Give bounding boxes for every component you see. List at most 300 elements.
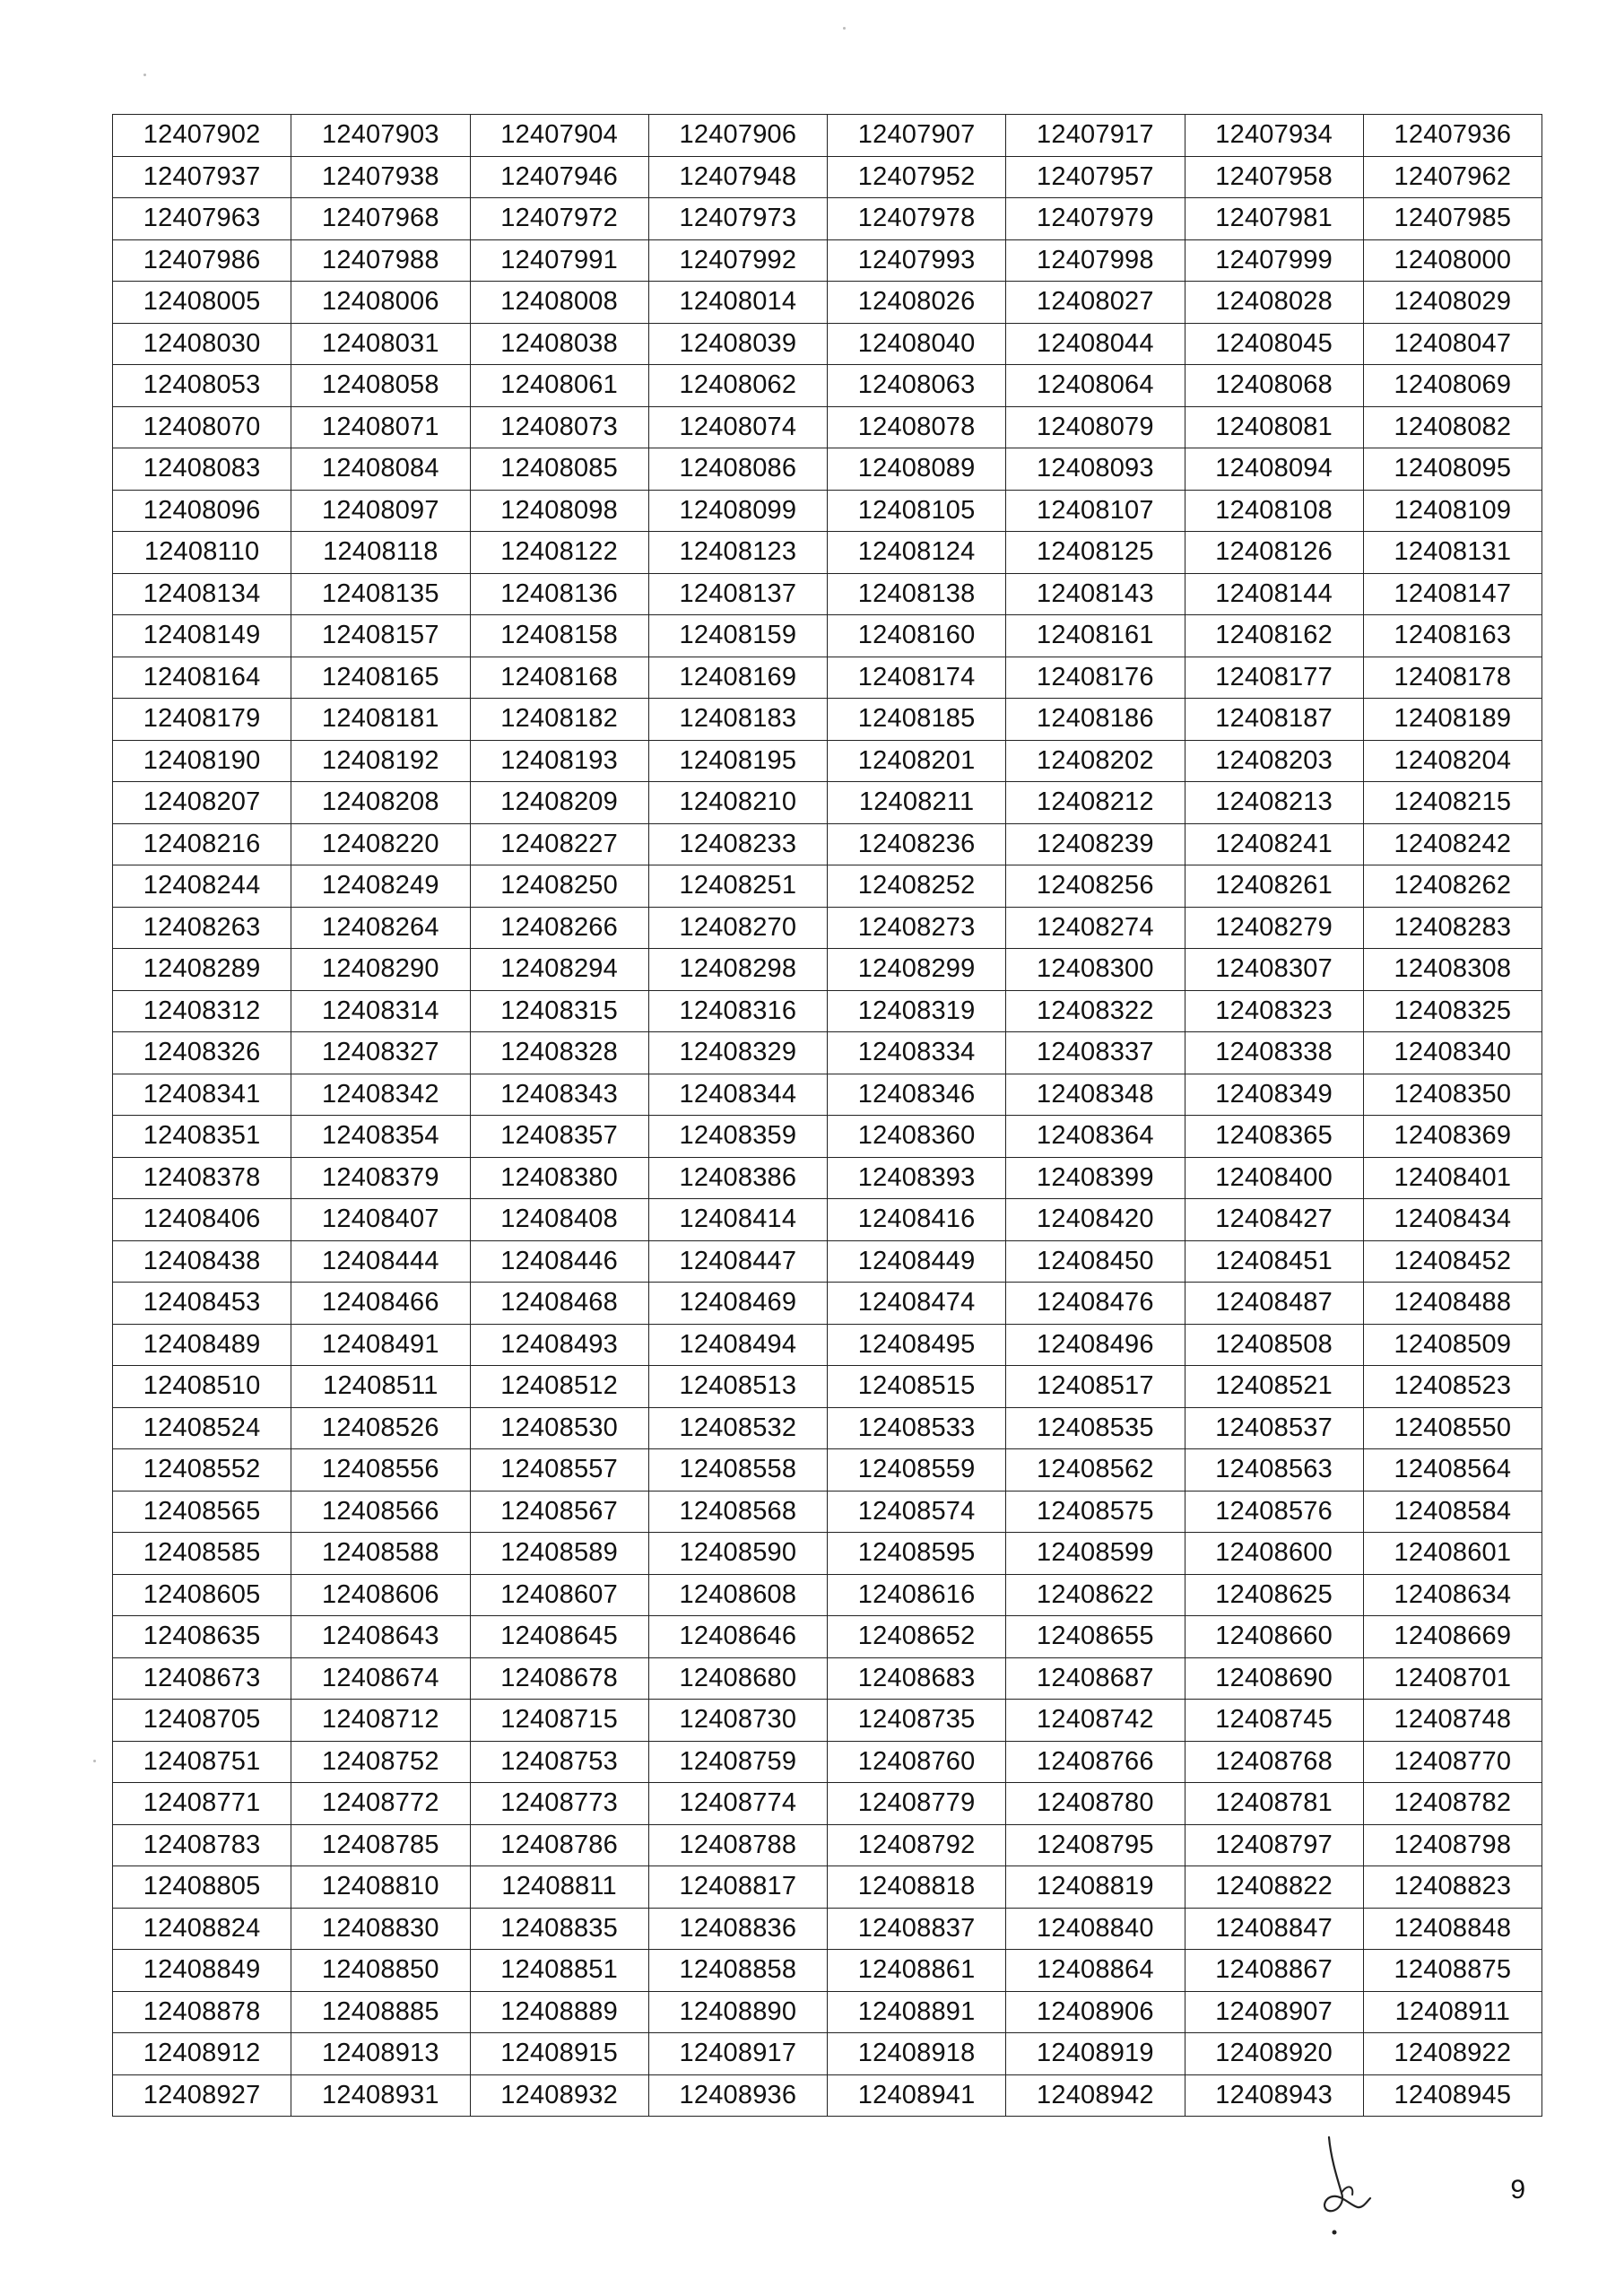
roll-number-cell: 12408861 xyxy=(828,1950,1006,1992)
table-row xyxy=(113,1074,1542,1116)
roll-number-cell: 12408867 xyxy=(1185,1950,1363,1992)
roll-number-cell: 12408590 xyxy=(648,1533,827,1575)
table-row xyxy=(113,1116,1542,1158)
roll-number-cell: 12408907 xyxy=(1185,1991,1363,2033)
roll-number-cell: 12408095 xyxy=(1363,448,1541,491)
roll-number-cell: 12408771 xyxy=(113,1783,291,1825)
roll-number-cell: 12408207 xyxy=(113,782,291,824)
roll-number-cell: 12408203 xyxy=(1185,740,1363,782)
table-row xyxy=(113,323,1542,365)
roll-number-cell: 12407999 xyxy=(1185,239,1363,282)
roll-number-cell: 12408493 xyxy=(470,1324,648,1366)
roll-number-cell: 12408081 xyxy=(1185,406,1363,448)
roll-number-cell: 12408346 xyxy=(828,1074,1006,1116)
roll-number-cell: 12408183 xyxy=(648,699,827,741)
roll-number-cell: 12408770 xyxy=(1363,1741,1541,1783)
roll-number-cell: 12408273 xyxy=(828,907,1006,949)
roll-number-cell: 12408308 xyxy=(1363,949,1541,991)
roll-number-cell: 12408256 xyxy=(1006,865,1185,908)
roll-number-cell: 12408585 xyxy=(113,1533,291,1575)
roll-number-cell: 12407917 xyxy=(1006,115,1185,157)
roll-number-cell: 12408040 xyxy=(828,323,1006,365)
roll-number-cell: 12408890 xyxy=(648,1991,827,2033)
roll-number-cell: 12408911 xyxy=(1363,1991,1541,2033)
table-row xyxy=(113,2074,1542,2117)
roll-number-cell: 12408511 xyxy=(291,1366,470,1408)
table-row xyxy=(113,1657,1542,1700)
roll-number-cell: 12408261 xyxy=(1185,865,1363,908)
roll-number-cell: 12408236 xyxy=(828,823,1006,865)
roll-number-cell: 12408000 xyxy=(1363,239,1541,282)
roll-number-cell: 12408523 xyxy=(1363,1366,1541,1408)
roll-number-cell: 12408176 xyxy=(1006,657,1185,699)
roll-number-cell: 12408574 xyxy=(828,1491,1006,1533)
roll-number-cell: 12408848 xyxy=(1363,1908,1541,1950)
roll-number-cell: 12408476 xyxy=(1006,1283,1185,1325)
roll-number-cell: 12408444 xyxy=(291,1240,470,1283)
roll-number-cell: 12408174 xyxy=(828,657,1006,699)
roll-number-cell: 12408889 xyxy=(470,1991,648,2033)
table-row xyxy=(113,949,1542,991)
roll-number-cell: 12408687 xyxy=(1006,1657,1185,1700)
roll-number-cell: 12408393 xyxy=(828,1157,1006,1199)
roll-number-cell: 12408068 xyxy=(1185,365,1363,407)
roll-number-cell: 12408380 xyxy=(470,1157,648,1199)
roll-number-cell: 12408195 xyxy=(648,740,827,782)
table-row xyxy=(113,282,1542,324)
roll-number-cell: 12408792 xyxy=(828,1824,1006,1866)
roll-number-cell: 12408786 xyxy=(470,1824,648,1866)
table-row xyxy=(113,1491,1542,1533)
table-row xyxy=(113,239,1542,282)
roll-number-cell: 12408178 xyxy=(1363,657,1541,699)
roll-number-cell: 12408085 xyxy=(470,448,648,491)
roll-number-cell: 12408752 xyxy=(291,1741,470,1783)
roll-number-cell: 12407998 xyxy=(1006,239,1185,282)
roll-number-cell: 12407907 xyxy=(828,115,1006,157)
table-row xyxy=(113,740,1542,782)
roll-number-cell: 12408252 xyxy=(828,865,1006,908)
roll-number-cell: 12407937 xyxy=(113,156,291,198)
roll-number-cell: 12408364 xyxy=(1006,1116,1185,1158)
scan-speck xyxy=(843,27,846,30)
roll-number-cell: 12408943 xyxy=(1185,2074,1363,2117)
roll-number-cell: 12408450 xyxy=(1006,1240,1185,1283)
roll-number-cell: 12407985 xyxy=(1363,198,1541,240)
roll-number-cell: 12408342 xyxy=(291,1074,470,1116)
roll-number-cell: 12407952 xyxy=(828,156,1006,198)
roll-number-cell: 12407934 xyxy=(1185,115,1363,157)
roll-number-cell: 12408705 xyxy=(113,1700,291,1742)
roll-number-cell: 12408936 xyxy=(648,2074,827,2117)
roll-number-cell: 12408584 xyxy=(1363,1491,1541,1533)
roll-number-cell: 12408526 xyxy=(291,1407,470,1449)
roll-number-cell: 12408078 xyxy=(828,406,1006,448)
roll-number-cell: 12408079 xyxy=(1006,406,1185,448)
roll-number-cell: 12408063 xyxy=(828,365,1006,407)
table-row xyxy=(113,1199,1542,1241)
table-row xyxy=(113,1950,1542,1992)
roll-number-cell: 12408315 xyxy=(470,990,648,1032)
roll-number-cell: 12408408 xyxy=(470,1199,648,1241)
roll-number-cell: 12408850 xyxy=(291,1950,470,1992)
roll-number-cell: 12408837 xyxy=(828,1908,1006,1950)
roll-number-cell: 12408530 xyxy=(470,1407,648,1449)
roll-number-cell: 12408781 xyxy=(1185,1783,1363,1825)
table-row xyxy=(113,782,1542,824)
roll-number-cell: 12408329 xyxy=(648,1032,827,1074)
roll-number-cell: 12407957 xyxy=(1006,156,1185,198)
roll-number-cell: 12408942 xyxy=(1006,2074,1185,2117)
roll-number-cell: 12408830 xyxy=(291,1908,470,1950)
roll-number-cell: 12407902 xyxy=(113,115,291,157)
roll-number-cell: 12408108 xyxy=(1185,490,1363,532)
roll-number-cell: 12408446 xyxy=(470,1240,648,1283)
roll-number-cell: 12408824 xyxy=(113,1908,291,1950)
roll-number-cell: 12408062 xyxy=(648,365,827,407)
roll-number-cell: 12408607 xyxy=(470,1574,648,1616)
roll-number-cell: 12408181 xyxy=(291,699,470,741)
roll-number-cell: 12408160 xyxy=(828,615,1006,657)
roll-number-cell: 12408524 xyxy=(113,1407,291,1449)
roll-number-cell: 12408566 xyxy=(291,1491,470,1533)
roll-number-cell: 12408495 xyxy=(828,1324,1006,1366)
roll-number-cell: 12408891 xyxy=(828,1991,1006,2033)
roll-number-cell: 12408125 xyxy=(1006,532,1185,574)
roll-number-cell: 12408712 xyxy=(291,1700,470,1742)
roll-number-cell: 12408601 xyxy=(1363,1533,1541,1575)
roll-number-cell: 12408532 xyxy=(648,1407,827,1449)
roll-number-cell: 12408047 xyxy=(1363,323,1541,365)
roll-number-cell: 12408622 xyxy=(1006,1574,1185,1616)
roll-number-cell: 12408817 xyxy=(648,1866,827,1909)
roll-number-cell: 12407978 xyxy=(828,198,1006,240)
roll-number-cell: 12408299 xyxy=(828,949,1006,991)
roll-number-cell: 12408026 xyxy=(828,282,1006,324)
roll-number-cell: 12408006 xyxy=(291,282,470,324)
roll-number-cell: 12408325 xyxy=(1363,990,1541,1032)
roll-number-cell: 12408137 xyxy=(648,573,827,615)
roll-number-cell: 12408274 xyxy=(1006,907,1185,949)
roll-number-cell: 12408805 xyxy=(113,1866,291,1909)
table-row xyxy=(113,1324,1542,1366)
roll-number-cell: 12407973 xyxy=(648,198,827,240)
roll-number-cell: 12408660 xyxy=(1185,1616,1363,1658)
roll-number-cell: 12408186 xyxy=(1006,699,1185,741)
roll-number-cell: 12408082 xyxy=(1363,406,1541,448)
roll-number-cell: 12407991 xyxy=(470,239,648,282)
roll-number-cell: 12408768 xyxy=(1185,1741,1363,1783)
table-row xyxy=(113,532,1542,574)
roll-number-cell: 12408849 xyxy=(113,1950,291,1992)
roll-number-cell: 12408550 xyxy=(1363,1407,1541,1449)
roll-number-cell: 12408351 xyxy=(113,1116,291,1158)
roll-number-cell: 12408489 xyxy=(113,1324,291,1366)
roll-number-cell: 12408788 xyxy=(648,1824,827,1866)
roll-number-cell: 12408407 xyxy=(291,1199,470,1241)
roll-number-cell: 12408563 xyxy=(1185,1449,1363,1492)
roll-number-cell: 12408210 xyxy=(648,782,827,824)
roll-number-cell: 12408073 xyxy=(470,406,648,448)
roll-number-cell: 12408164 xyxy=(113,657,291,699)
roll-number-cell: 12408494 xyxy=(648,1324,827,1366)
roll-number-cell: 12408039 xyxy=(648,323,827,365)
roll-number-cell: 12408290 xyxy=(291,949,470,991)
roll-number-cell: 12408595 xyxy=(828,1533,1006,1575)
roll-number-cell: 12407981 xyxy=(1185,198,1363,240)
roll-number-cell: 12408360 xyxy=(828,1116,1006,1158)
roll-number-cell: 12408885 xyxy=(291,1991,470,2033)
roll-number-cell: 12408027 xyxy=(1006,282,1185,324)
roll-number-cell: 12408643 xyxy=(291,1616,470,1658)
roll-number-cell: 12408241 xyxy=(1185,823,1363,865)
roll-number-cell: 12408558 xyxy=(648,1449,827,1492)
roll-number-cell: 12408074 xyxy=(648,406,827,448)
table-row xyxy=(113,615,1542,657)
roll-number-cell: 12408487 xyxy=(1185,1283,1363,1325)
table-row xyxy=(113,865,1542,908)
roll-number-cell: 12407962 xyxy=(1363,156,1541,198)
table-row xyxy=(113,1908,1542,1950)
roll-number-cell: 12408289 xyxy=(113,949,291,991)
table-row xyxy=(113,1533,1542,1575)
roll-number-cell: 12408678 xyxy=(470,1657,648,1700)
roll-number-cell: 12408760 xyxy=(828,1741,1006,1783)
roll-number-cell: 12408452 xyxy=(1363,1240,1541,1283)
table-row xyxy=(113,1032,1542,1074)
roll-number-cell: 12408107 xyxy=(1006,490,1185,532)
roll-number-cell: 12408772 xyxy=(291,1783,470,1825)
roll-number-cell: 12408766 xyxy=(1006,1741,1185,1783)
roll-number-cell: 12408136 xyxy=(470,573,648,615)
roll-number-cell: 12408220 xyxy=(291,823,470,865)
table-row xyxy=(113,1407,1542,1449)
roll-number-cell: 12407906 xyxy=(648,115,827,157)
roll-number-cell: 12408466 xyxy=(291,1283,470,1325)
roll-number-cell: 12408099 xyxy=(648,490,827,532)
roll-number-cell: 12408496 xyxy=(1006,1324,1185,1366)
roll-number-cell: 12408552 xyxy=(113,1449,291,1492)
roll-number-cell: 12408029 xyxy=(1363,282,1541,324)
roll-number-cell: 12408575 xyxy=(1006,1491,1185,1533)
roll-number-cell: 12408875 xyxy=(1363,1950,1541,1992)
roll-number-cell: 12408337 xyxy=(1006,1032,1185,1074)
roll-number-cell: 12408083 xyxy=(113,448,291,491)
roll-number-cell: 12408906 xyxy=(1006,1991,1185,2033)
roll-number-cell: 12408069 xyxy=(1363,365,1541,407)
scan-speck xyxy=(143,74,146,76)
roll-number-cell: 12408227 xyxy=(470,823,648,865)
roll-number-cell: 12408209 xyxy=(470,782,648,824)
roll-number-cell: 12408169 xyxy=(648,657,827,699)
roll-number-cell: 12408645 xyxy=(470,1616,648,1658)
roll-number-cell: 12408655 xyxy=(1006,1616,1185,1658)
roll-number-cell: 12408213 xyxy=(1185,782,1363,824)
roll-number-cell: 12408159 xyxy=(648,615,827,657)
roll-number-cell: 12407963 xyxy=(113,198,291,240)
roll-number-cell: 12408748 xyxy=(1363,1700,1541,1742)
roll-number-cell: 12408064 xyxy=(1006,365,1185,407)
roll-number-cell: 12408349 xyxy=(1185,1074,1363,1116)
roll-number-cell: 12408190 xyxy=(113,740,291,782)
roll-number-cell: 12408386 xyxy=(648,1157,827,1199)
roll-number-cell: 12408294 xyxy=(470,949,648,991)
roll-number-cell: 12408212 xyxy=(1006,782,1185,824)
roll-number-cell: 12408343 xyxy=(470,1074,648,1116)
roll-number-cell: 12408427 xyxy=(1185,1199,1363,1241)
table-row xyxy=(113,907,1542,949)
roll-number-cell: 12408438 xyxy=(113,1240,291,1283)
roll-number-cell: 12408179 xyxy=(113,699,291,741)
roll-number-cell: 12408927 xyxy=(113,2074,291,2117)
roll-number-cell: 12408298 xyxy=(648,949,827,991)
roll-number-cell: 12408086 xyxy=(648,448,827,491)
roll-number-cell: 12408932 xyxy=(470,2074,648,2117)
roll-number-cell: 12408038 xyxy=(470,323,648,365)
roll-number-cell: 12408322 xyxy=(1006,990,1185,1032)
roll-number-cell: 12408634 xyxy=(1363,1574,1541,1616)
roll-number-cell: 12408182 xyxy=(470,699,648,741)
roll-number-cell: 12408922 xyxy=(1363,2033,1541,2075)
roll-number-cell: 12408913 xyxy=(291,2033,470,2075)
roll-number-cell: 12408109 xyxy=(1363,490,1541,532)
roll-number-cell: 12408251 xyxy=(648,865,827,908)
roll-number-cell: 12408535 xyxy=(1006,1407,1185,1449)
scan-speck xyxy=(93,1760,96,1762)
roll-number-cell: 12408847 xyxy=(1185,1908,1363,1950)
roll-number-cell: 12408589 xyxy=(470,1533,648,1575)
roll-number-cell: 12408350 xyxy=(1363,1074,1541,1116)
roll-number-cell: 12408616 xyxy=(828,1574,1006,1616)
roll-number-cell: 12408249 xyxy=(291,865,470,908)
roll-number-cell: 12408453 xyxy=(113,1283,291,1325)
roll-number-cell: 12408098 xyxy=(470,490,648,532)
roll-number-cell: 12408840 xyxy=(1006,1908,1185,1950)
roll-number-cell: 12408359 xyxy=(648,1116,827,1158)
roll-number-cell: 12408690 xyxy=(1185,1657,1363,1700)
table-row xyxy=(113,990,1542,1032)
roll-number-cell: 12408912 xyxy=(113,2033,291,2075)
roll-number-cell: 12408533 xyxy=(828,1407,1006,1449)
roll-number-cell: 12408319 xyxy=(828,990,1006,1032)
roll-number-cell: 12408084 xyxy=(291,448,470,491)
roll-number-cell: 12408858 xyxy=(648,1950,827,1992)
table-row xyxy=(113,1824,1542,1866)
roll-number-cell: 12408491 xyxy=(291,1324,470,1366)
roll-number-cell: 12408202 xyxy=(1006,740,1185,782)
roll-number-cell: 12408045 xyxy=(1185,323,1363,365)
roll-number-cell: 12408316 xyxy=(648,990,827,1032)
roll-number-cell: 12408348 xyxy=(1006,1074,1185,1116)
roll-number-cell: 12408399 xyxy=(1006,1157,1185,1199)
roll-number-cell: 12408568 xyxy=(648,1491,827,1533)
roll-number-cell: 12408669 xyxy=(1363,1616,1541,1658)
roll-number-cell: 12408468 xyxy=(470,1283,648,1325)
roll-number-cell: 12408123 xyxy=(648,532,827,574)
roll-number-cell: 12408508 xyxy=(1185,1324,1363,1366)
roll-number-cell: 12408782 xyxy=(1363,1783,1541,1825)
roll-number-cell: 12408715 xyxy=(470,1700,648,1742)
roll-number-cell: 12408126 xyxy=(1185,532,1363,574)
roll-number-cell: 12408635 xyxy=(113,1616,291,1658)
roll-number-cell: 12407968 xyxy=(291,198,470,240)
roll-number-cell: 12407992 xyxy=(648,239,827,282)
roll-number-cell: 12408208 xyxy=(291,782,470,824)
roll-number-cell: 12408326 xyxy=(113,1032,291,1074)
roll-number-cell: 12408264 xyxy=(291,907,470,949)
roll-number-cell: 12408118 xyxy=(291,532,470,574)
roll-number-cell: 12408414 xyxy=(648,1199,827,1241)
table-row xyxy=(113,198,1542,240)
roll-number-cell: 12408745 xyxy=(1185,1700,1363,1742)
roll-number-cell: 12408751 xyxy=(113,1741,291,1783)
roll-number-cell: 12408406 xyxy=(113,1199,291,1241)
roll-number-cell: 12408338 xyxy=(1185,1032,1363,1074)
table-row xyxy=(113,1783,1542,1825)
roll-number-cell: 12408163 xyxy=(1363,615,1541,657)
table-row xyxy=(113,115,1542,157)
table-row xyxy=(113,1616,1542,1658)
roll-number-cell: 12408941 xyxy=(828,2074,1006,2117)
roll-number-cell: 12408600 xyxy=(1185,1533,1363,1575)
roll-number-cell: 12408131 xyxy=(1363,532,1541,574)
table-row xyxy=(113,1741,1542,1783)
roll-number-cell: 12407903 xyxy=(291,115,470,157)
roll-number-cell: 12408187 xyxy=(1185,699,1363,741)
roll-number-cell: 12407972 xyxy=(470,198,648,240)
roll-number-cell: 12408058 xyxy=(291,365,470,407)
roll-number-cell: 12408400 xyxy=(1185,1157,1363,1199)
roll-number-cell: 12408061 xyxy=(470,365,648,407)
roll-number-cell: 12408919 xyxy=(1006,2033,1185,2075)
roll-number-cell: 12408344 xyxy=(648,1074,827,1116)
roll-number-cell: 12408759 xyxy=(648,1741,827,1783)
roll-number-cell: 12408096 xyxy=(113,490,291,532)
roll-number-cell: 12408365 xyxy=(1185,1116,1363,1158)
table-row xyxy=(113,1700,1542,1742)
roll-number-cell: 12408811 xyxy=(470,1866,648,1909)
roll-number-cell: 12408798 xyxy=(1363,1824,1541,1866)
roll-number-cell: 12408918 xyxy=(828,2033,1006,2075)
page-number: 9 xyxy=(1510,2175,1525,2205)
roll-number-cell: 12408192 xyxy=(291,740,470,782)
roll-number-cell: 12408147 xyxy=(1363,573,1541,615)
roll-number-cell: 12408556 xyxy=(291,1449,470,1492)
roll-number-cell: 12408094 xyxy=(1185,448,1363,491)
roll-number-cell: 12408567 xyxy=(470,1491,648,1533)
roll-number-cell: 12408588 xyxy=(291,1533,470,1575)
roll-number-cell: 12408646 xyxy=(648,1616,827,1658)
table-row xyxy=(113,1449,1542,1492)
roll-number-cell: 12408168 xyxy=(470,657,648,699)
roll-number-cell: 12408537 xyxy=(1185,1407,1363,1449)
roll-number-cell: 12408233 xyxy=(648,823,827,865)
roll-number-cell: 12408193 xyxy=(470,740,648,782)
roll-number-cell: 12408488 xyxy=(1363,1283,1541,1325)
roll-number-cell: 12408341 xyxy=(113,1074,291,1116)
roll-number-cell: 12408683 xyxy=(828,1657,1006,1700)
table-row xyxy=(113,365,1542,407)
roll-number-cell: 12408134 xyxy=(113,573,291,615)
roll-number-cell: 12408795 xyxy=(1006,1824,1185,1866)
roll-number-cell: 12408785 xyxy=(291,1824,470,1866)
roll-number-cell: 12408161 xyxy=(1006,615,1185,657)
roll-number-cell: 12408089 xyxy=(828,448,1006,491)
roll-number-cell: 12407986 xyxy=(113,239,291,282)
table-row xyxy=(113,1574,1542,1616)
roll-number-cell: 12408559 xyxy=(828,1449,1006,1492)
roll-number-cell: 12408915 xyxy=(470,2033,648,2075)
